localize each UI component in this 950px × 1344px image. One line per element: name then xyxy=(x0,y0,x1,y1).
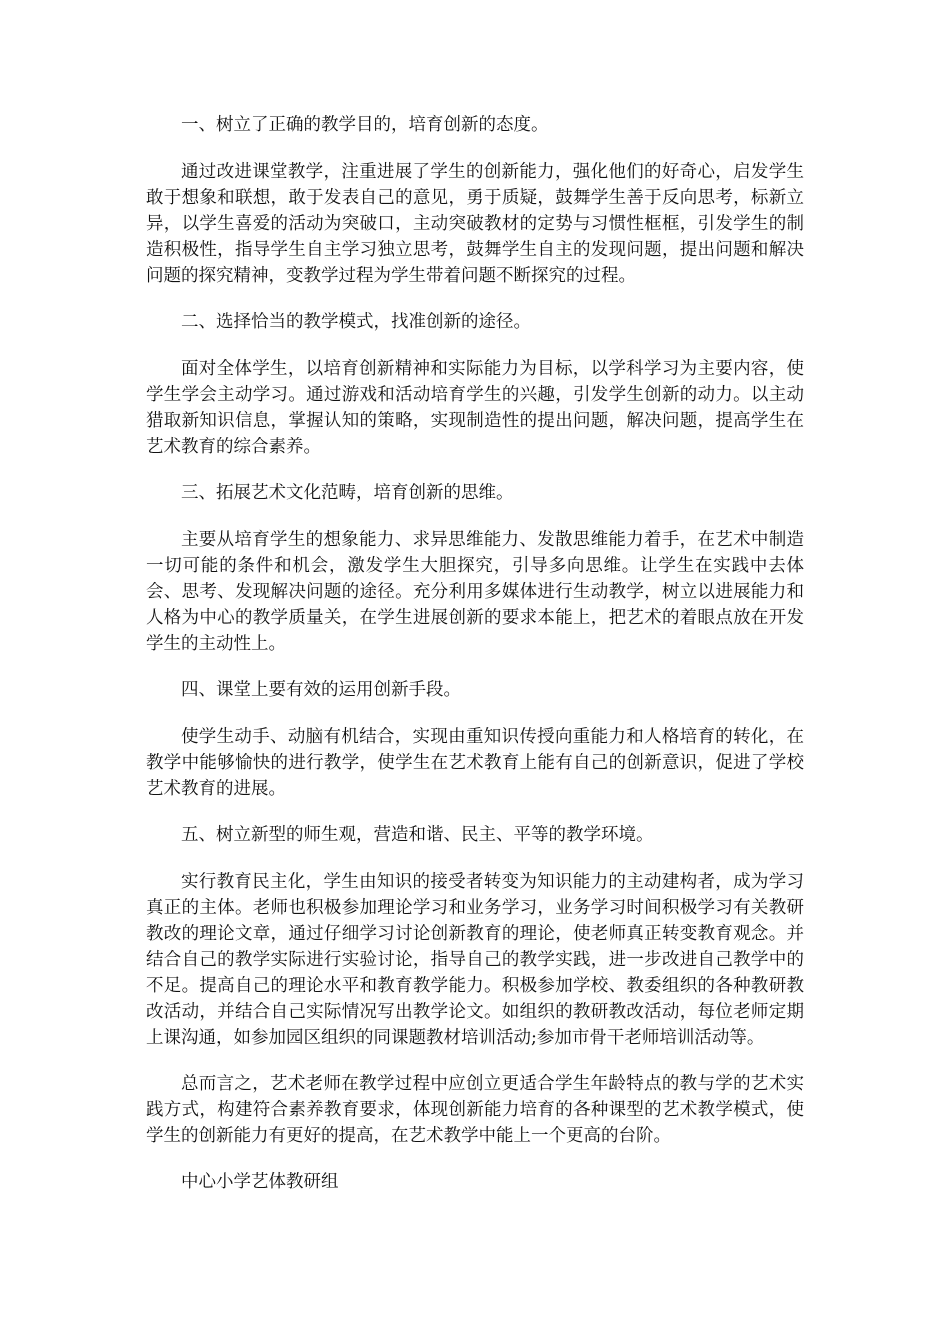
conclusion-paragraph: 总而言之，艺术老师在教学过程中应创立更适合学生年龄特点的教与学的艺术实践方式，构建符合素养教育要求，体现创新能力培育的各种课型的艺术教学模式，使学生的创新能力有更好的提高，在艺术教学中能上一个更高的台阶。 xyxy=(146,1074,804,1146)
section-2-heading: 二、选择恰当的教学模式，找准创新的途径。 xyxy=(181,312,531,332)
document-page xyxy=(146,112,804,1195)
section-3-body: 主要从培育学生的想象能力、求异思维能力、发散思维能力着手，在艺术中制造一切可能的条件和机会，激发学生大胆探究，引导多向思维。让学生在实践中去体会、思考、发现解决问题的途径。充分利用多媒体进行生动教学，树立以进展能力和人格为中心的教学质量关，在学生进展创新的要求本能上，把艺术的着眼点放在开发学生的主动性上。 xyxy=(146,530,804,654)
signature: 中心小学艺体教研组 xyxy=(181,1172,339,1192)
section-5-heading: 五、树立新型的师生观，营造和谐、民主、平等的教学环境。 xyxy=(181,825,654,845)
section-4-body: 使学生动手、动脑有机结合，实现由重知识传授向重能力和人格培育的转化，在教学中能够愉快的进行教学，使学生在艺术教育上能有自己的创新意识，促进了学校艺术教育的进展。 xyxy=(146,727,804,799)
section-4-heading: 四、课堂上要有效的运用创新手段。 xyxy=(181,680,461,700)
section-1-heading: 一、树立了正确的教学目的，培育创新的态度。 xyxy=(181,115,549,135)
section-1-body: 通过改进课堂教学，注重进展了学生的创新能力，强化他们的好奇心，启发学生敢于想象和联想，敢于发表自己的意见，勇于质疑，鼓舞学生善于反向思考，标新立异，以学生喜爱的活动为突破口，主动突破教材的定势与习惯性框框，引发学生的制造积极性，指导学生自主学习独立思考，鼓舞学生自主的发现问题，提出问题和解决问题的探究精神，变教学过程为学生带着问题不断探究的过程。 xyxy=(146,162,804,286)
section-2-body: 面对全体学生，以培育创新精神和实际能力为目标，以学科学习为主要内容，使学生学会主动学习。通过游戏和活动培育学生的兴趣，引发学生创新的动力。以主动猎取新知识信息，掌握认知的策略，实现制造性的提出问题，解决问题，提高学生在艺术教育的综合素养。 xyxy=(146,359,804,457)
section-5-body: 实行教育民主化，学生由知识的接受者转变为知识能力的主动建构者，成为学习真正的主体。老师也积极参加理论学习和业务学习，业务学习时间积极学习有关教研教改的理论文章，通过仔细学习讨论创新教育的理论，使老师真正转变教育观念。并结合自己的教学实际进行实验讨论，指导自己的教学实践，进一步改进自己教学中的不足。提高自己的理论水平和教育教学能力。积极参加学校、教委组织的各种教研教改活动，并结合自己实际情况写出教学论文。如组织的教研教改活动，每位老师定期上课沟通，如参加园区组织的同课题教材培训活动;参加市骨干老师培训活动等。 xyxy=(146,872,804,1048)
section-3-heading: 三、拓展艺术文化范畴，培育创新的思维。 xyxy=(181,483,514,503)
